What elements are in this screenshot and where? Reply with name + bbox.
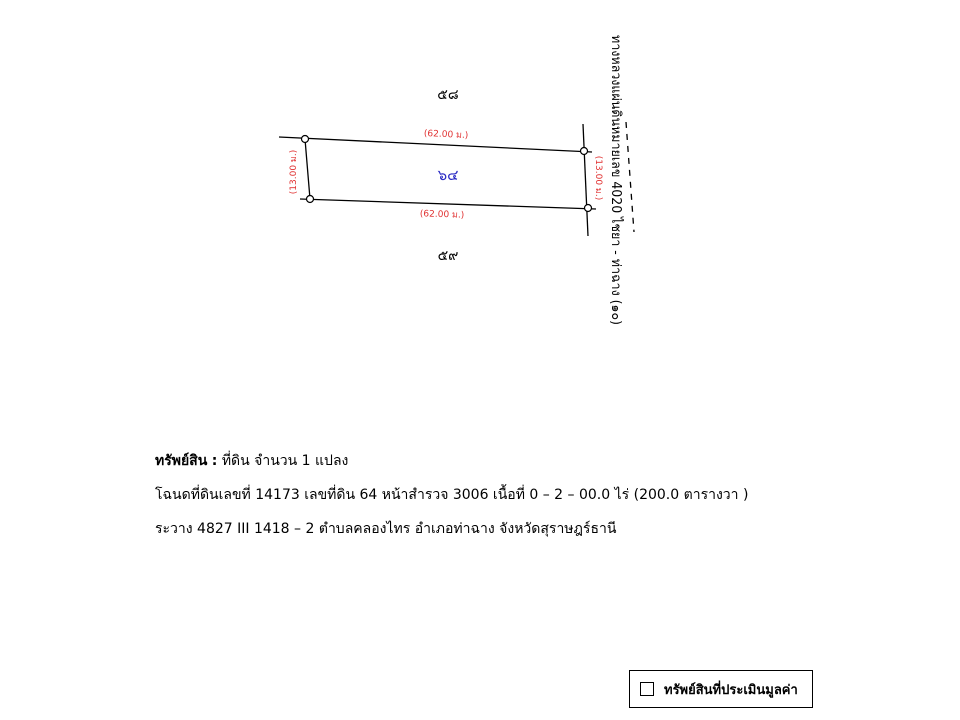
legend-checkbox	[640, 682, 654, 696]
property-info	[155, 444, 748, 546]
boundary-south-line	[300, 199, 596, 209]
survey-marker	[307, 196, 314, 203]
legend-box	[629, 670, 813, 708]
lot-number-main: ๖๔	[437, 166, 459, 184]
survey-marker	[302, 136, 309, 143]
dimension-top: (62.00 ม.)	[423, 128, 469, 142]
legend-label: ทรัพย์สินที่ประเมินมูลค่า	[664, 682, 798, 698]
property-value: ที่ดิน จำนวน 1 แปลง	[221, 453, 349, 469]
dimension-right: (13.00 ม.)	[593, 155, 603, 201]
lot-number-south: ๕๙	[437, 248, 459, 264]
boundary-west-line	[305, 139, 310, 199]
road-name-label: ทางหลวงแผ่นดินหมายเลข 4020 ไชยา - ท่าฉาง (๑๐)	[608, 35, 623, 337]
survey-marker	[585, 205, 592, 212]
dimension-bottom: (62.00 ม.)	[419, 209, 465, 221]
property-separator: :	[211, 453, 218, 469]
info-line-property	[155, 444, 748, 478]
dimension-left: (13.00 ม.)	[289, 149, 299, 195]
road-edge-line	[583, 124, 588, 236]
survey-marker	[581, 148, 588, 155]
info-line-deed: โฉนดที่ดินเลขที่ 14173 เลขที่ดิน 64 หน้าสำรวจ 3006 เนื้อที่ 0 – 2 – 00.0 ไร่ (200.0 ตารางวา )	[155, 487, 749, 503]
lot-number-north: ๕๘	[437, 87, 459, 103]
info-line-location: ระวาง 4827 III 1418 – 2 ตำบลคลองไทร อำเภอท่าฉาง จังหวัดสุราษฎร์ธานี	[155, 521, 617, 537]
road-centerline	[626, 122, 634, 232]
property-label: ทรัพย์สิน	[155, 453, 208, 469]
